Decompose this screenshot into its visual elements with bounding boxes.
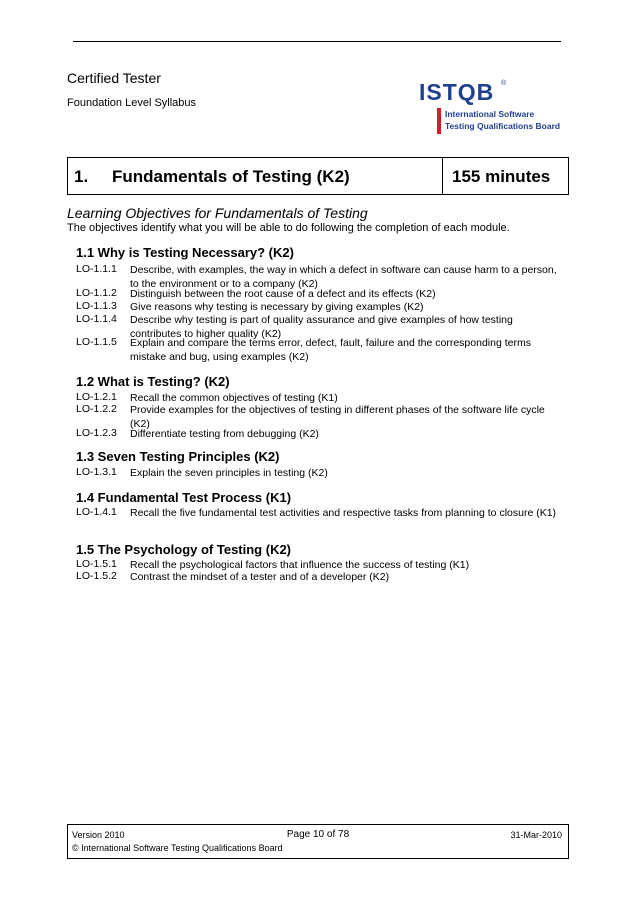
lo-id: LO-1.1.2 (76, 287, 117, 299)
chapter-number: 1. (74, 167, 89, 186)
logo-tagline-2: Testing Qualifications Board (445, 121, 561, 131)
lo-id: LO-1.4.1 (76, 506, 117, 518)
footer-version: Version 2010 (72, 830, 125, 840)
section-heading-1-1: 1.1 Why is Testing Necessary? (K2) (76, 245, 294, 260)
chapter-duration: 155 minutes (452, 167, 551, 186)
lo-text: Recall the psychological factors that influence the success of testing (K1) (130, 559, 470, 571)
chapter-title: Fundamentals of Testing (K2) (112, 167, 350, 186)
lo-text: Contrast the mindset of a tester and of a developer (K2) (130, 571, 390, 583)
chapter-heading-box (67, 157, 569, 195)
lo-text: Recall the common objectives of testing (K1) (130, 392, 338, 404)
lo-text: Give reasons why testing is necessary by giving examples (K2) (130, 301, 424, 313)
logo-wordmark: ISTQB (419, 79, 495, 105)
lo-id: LO-1.2.1 (76, 391, 117, 403)
document-title: Certified Tester (67, 70, 161, 86)
lo-id: LO-1.5.2 (76, 570, 117, 582)
logo-tagline-1: International Software (445, 109, 535, 119)
footer-page-number: Page 10 of 78 (286, 829, 350, 840)
lo-id: LO-1.2.2 (76, 403, 117, 415)
lo-text: Distinguish between the root cause of a defect and its effects (K2) (130, 288, 436, 300)
lo-id: LO-1.5.1 (76, 558, 117, 570)
lo-text: Explain the seven principles in testing (K2) (130, 467, 328, 479)
objectives-heading: Learning Objectives for Fundamentals of Testing (67, 205, 368, 221)
header-rule (73, 41, 561, 42)
section-heading-1-3: 1.3 Seven Testing Principles (K2) (76, 449, 280, 464)
lo-id: LO-1.1.1 (76, 263, 117, 275)
objectives-intro: The objectives identify what you will be able to do following the completion of each module. (67, 222, 510, 234)
footer-date: 31-Mar-2010 (510, 830, 562, 840)
lo-id: LO-1.1.3 (76, 300, 117, 312)
page-footer (67, 824, 569, 859)
lo-text: Describe why testing is part of quality assurance and give examples of how testing contributes to higher quality (K2) (130, 314, 513, 340)
chapter-box-divider (442, 158, 443, 194)
logo-accent-bar (437, 108, 441, 134)
section-heading-1-5: 1.5 The Psychology of Testing (K2) (76, 542, 292, 557)
section-heading-1-4: 1.4 Fundamental Test Process (K1) (76, 490, 292, 505)
section-heading-1-2: 1.2 What is Testing? (K2) (76, 374, 230, 389)
lo-text: Recall the five fundamental test activities and respective tasks from planning to closure (K1) (130, 507, 557, 519)
document-subtitle: Foundation Level Syllabus (67, 97, 197, 109)
istqb-logo (415, 79, 565, 137)
lo-text: Explain and compare the terms error, defect, fault, failure and the corresponding terms mistake and bug, using examples (K2) (130, 337, 531, 363)
logo-registered-mark: ® (501, 80, 507, 87)
lo-id: LO-1.1.4 (76, 313, 117, 325)
lo-id: LO-1.1.5 (76, 336, 117, 348)
footer-copyright: © International Software Testing Qualifications Board (72, 843, 283, 853)
lo-text: Describe, with examples, the way in which a defect in software can cause harm to a person, to the environment or to a company (K2) (130, 264, 557, 290)
lo-text: Provide examples for the objectives of testing in different phases of the software life cycle (K2) (130, 404, 545, 430)
lo-text: Differentiate testing from debugging (K2) (130, 428, 319, 440)
lo-id: LO-1.3.1 (76, 466, 117, 478)
lo-id: LO-1.2.3 (76, 427, 117, 439)
